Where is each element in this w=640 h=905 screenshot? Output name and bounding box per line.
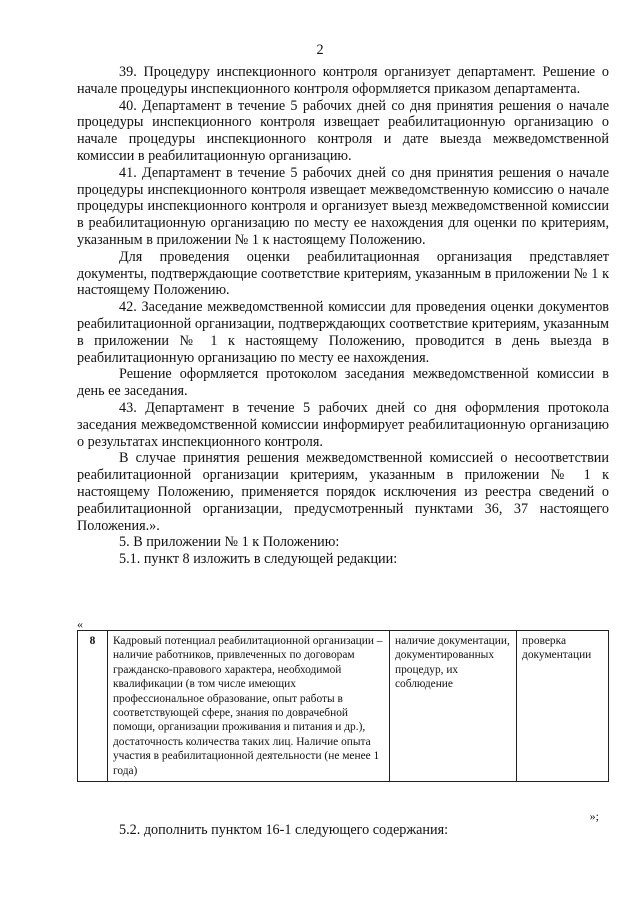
document-body	[77, 64, 609, 568]
paragraph-41-documents: Для проведения оценки реабилитационная организация представляет документы, подтверждающие соответствие критериям, указанным в приложении № 1 к настоящему Положению.	[77, 248, 609, 299]
row-number: 8	[78, 631, 108, 782]
paragraph-41: 41. Департамент в течение 5 рабочих дней со дня принятия решения о начале процедуры инспекционного контроля извещает межведомственную комиссию о начале процедуры инспекционного контроля и организует выезд межведомственной комиссии в реабилитационную организацию по месту ее нахождения для оценки по критериям, указанным в приложении № 1 к настоящему Положению.	[77, 164, 609, 248]
paragraph-42: 42. Заседание межведомственной комиссии для проведения оценки документов реабилитационной организации, подтверждающих соответствие критериям, указанным в приложении № 1 к настоящему Положению, проводится в день выезда в реабилитационную организацию по месту ее нахождения.	[77, 299, 609, 366]
open-quote: «	[77, 617, 83, 631]
indicator-cell: наличие документации, документированных процедур, их соблюдение	[389, 631, 516, 782]
close-quote: »;	[589, 809, 599, 823]
paragraph-39: 39. Процедуру инспекционного контроля организует департамент. Решение о начале процедуры инспекционного контроля оформляется приказом департамента.	[77, 64, 609, 97]
paragraph-42-decision: Решение оформляется протоколом заседания межведомственной комиссии в день ее заседания.	[77, 366, 609, 400]
paragraph-5: 5. В приложении № 1 к Положению:	[119, 534, 340, 551]
paragraph-43: 43. Департамент в течение 5 рабочих дней со дня оформления протокола заседания межведомственной комиссии информирует реабилитационную организацию о результатах инспекционного контроля.	[77, 399, 609, 450]
criterion-cell: Кадровый потенциал реабилитационной организации – наличие работников, привлеченных по договорам гражданско-правового характера, необходимой квалификации (в том числе имеющих профессиональное образование, опыт работы в соответствующей сфере, знания по доврачебной помощи, организации проживания и питания и др.), достаточность количества таких лиц. Наличие опыта участия в реабилитационной деятельности (не менее 1 года)	[107, 631, 389, 782]
page-number: 2	[316, 42, 324, 58]
criteria-table	[77, 630, 609, 782]
method-cell: проверка документации	[517, 631, 609, 782]
paragraph-5-2: 5.2. дополнить пунктом 16-1 следующего содержания:	[119, 822, 449, 838]
paragraph-5-1: 5.1. пункт 8 изложить в следующей редакции:	[119, 551, 398, 568]
paragraph-40: 40. Департамент в течение 5 рабочих дней со дня принятия решения о начале процедуры инспекционного контроля извещает реабилитационную организацию о начале процедуры инспекционного контроля и дате выезда межведомственной комиссии в реабилитационную организацию.	[77, 97, 609, 164]
paragraph-43-nonconformity: В случае принятия решения межведомственной комиссией о несоответствии реабилитационной организации критериям, указанным в приложении № 1 к настоящему Положению, применяется порядок исключения из реестра сведений о реабилитационной организации, предусмотренный пунктами 36, 37 настоящего Положения.».	[77, 450, 609, 534]
table-row	[78, 631, 609, 782]
